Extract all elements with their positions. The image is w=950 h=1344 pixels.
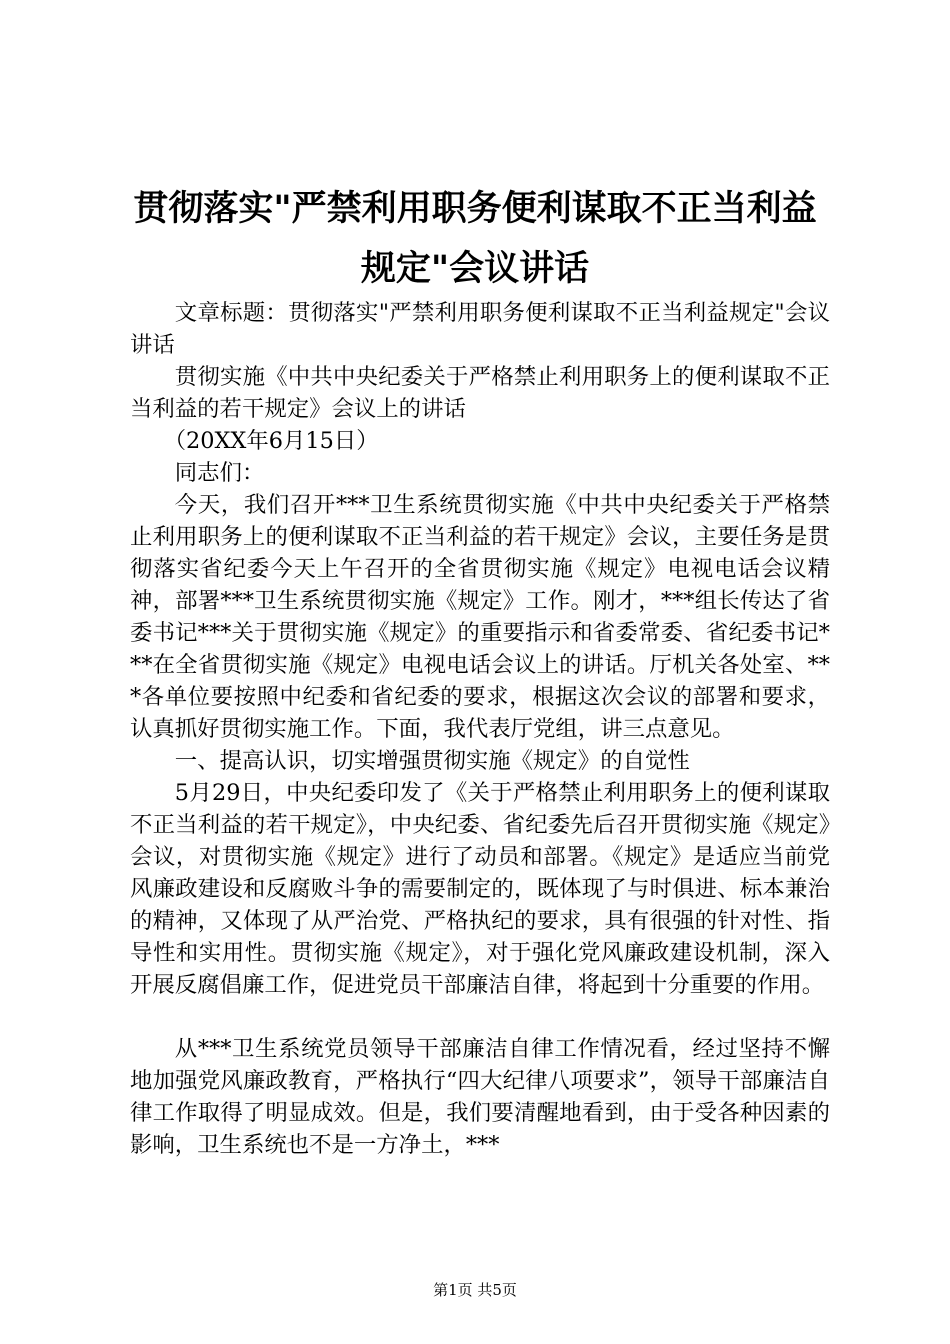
document-body	[130, 297, 830, 1161]
speech-date: （20XX年6月15日）	[163, 428, 379, 454]
section-heading: 一、提高认识，切实增强贯彻实施《规定》的自觉性	[174, 748, 690, 774]
body-paragraph: 今天，我们召开***卫生系统贯彻实施《中共中央纪委关于严格禁止利用职务上的便利谋取不正当利益的若干规定》会议，主要任务是贯彻落实省纪委今天上午召开的全省贯彻实施《规定》电视电话会议精神，部署***卫生系统贯彻实施《规定》工作。刚才，***组长传达了省委书记***关于贯彻实施《规定》的重要指示和省委常委、省纪委书记***在全省贯彻实施《规定》电视电话会议上的讲话。厅机关各处室、***各单位要按照中纪委和省纪委的要求，根据这次会议的部署和要求，认真抓好贯彻实施工作。下面，我代表厅党组，讲三点意见。	[130, 492, 830, 742]
paragraph-spacer	[130, 1001, 830, 1033]
speech-heading-paragraph: 贯彻实施《中共中央纪委关于严格禁止利用职务上的便利谋取不正当利益的若干规定》会议上的讲话	[130, 364, 830, 422]
salutation: 同志们：	[174, 460, 265, 486]
body-paragraph: 5月29日，中央纪委印发了《关于严格禁止利用职务上的便利谋取不正当利益的若干规定》，中央纪委、省纪委先后召开贯彻实施《规定》会议，对贯彻实施《规定》进行了动员和部署。《规定》是适应当前党风廉政建设和反腐败斗争的需要制定的，既体现了与时俱进、标本兼治的精神，又体现了从严治党、严格执纪的要求，具有很强的针对性、指导性和实用性。贯彻实施《规定》，对于强化党风廉政建设机制，深入开展反腐倡廉工作，促进党员干部廉洁自律，将起到十分重要的作用。	[130, 780, 830, 998]
body-paragraph: 从***卫生系统党员领导干部廉洁自律工作情况看，经过坚持不懈地加强党风廉政教育，严格执行“四大纪律八项要求”，领导干部廉洁自律工作取得了明显成效。但是，我们要清醒地看到，由于受各种因素的影响，卫生系统也不是一方净土，***	[130, 1036, 830, 1158]
document-title-line-1: 贯彻落实"严禁利用职务便利谋取不正当利益	[133, 189, 817, 229]
page-footer: 第1页 共5页	[433, 1281, 517, 1299]
document-title-line-2: 规定"会议讲话	[360, 249, 590, 289]
article-title-paragraph: 文章标题：贯彻落实"严禁利用职务便利谋取不正当利益规定"会议讲话	[130, 300, 830, 358]
